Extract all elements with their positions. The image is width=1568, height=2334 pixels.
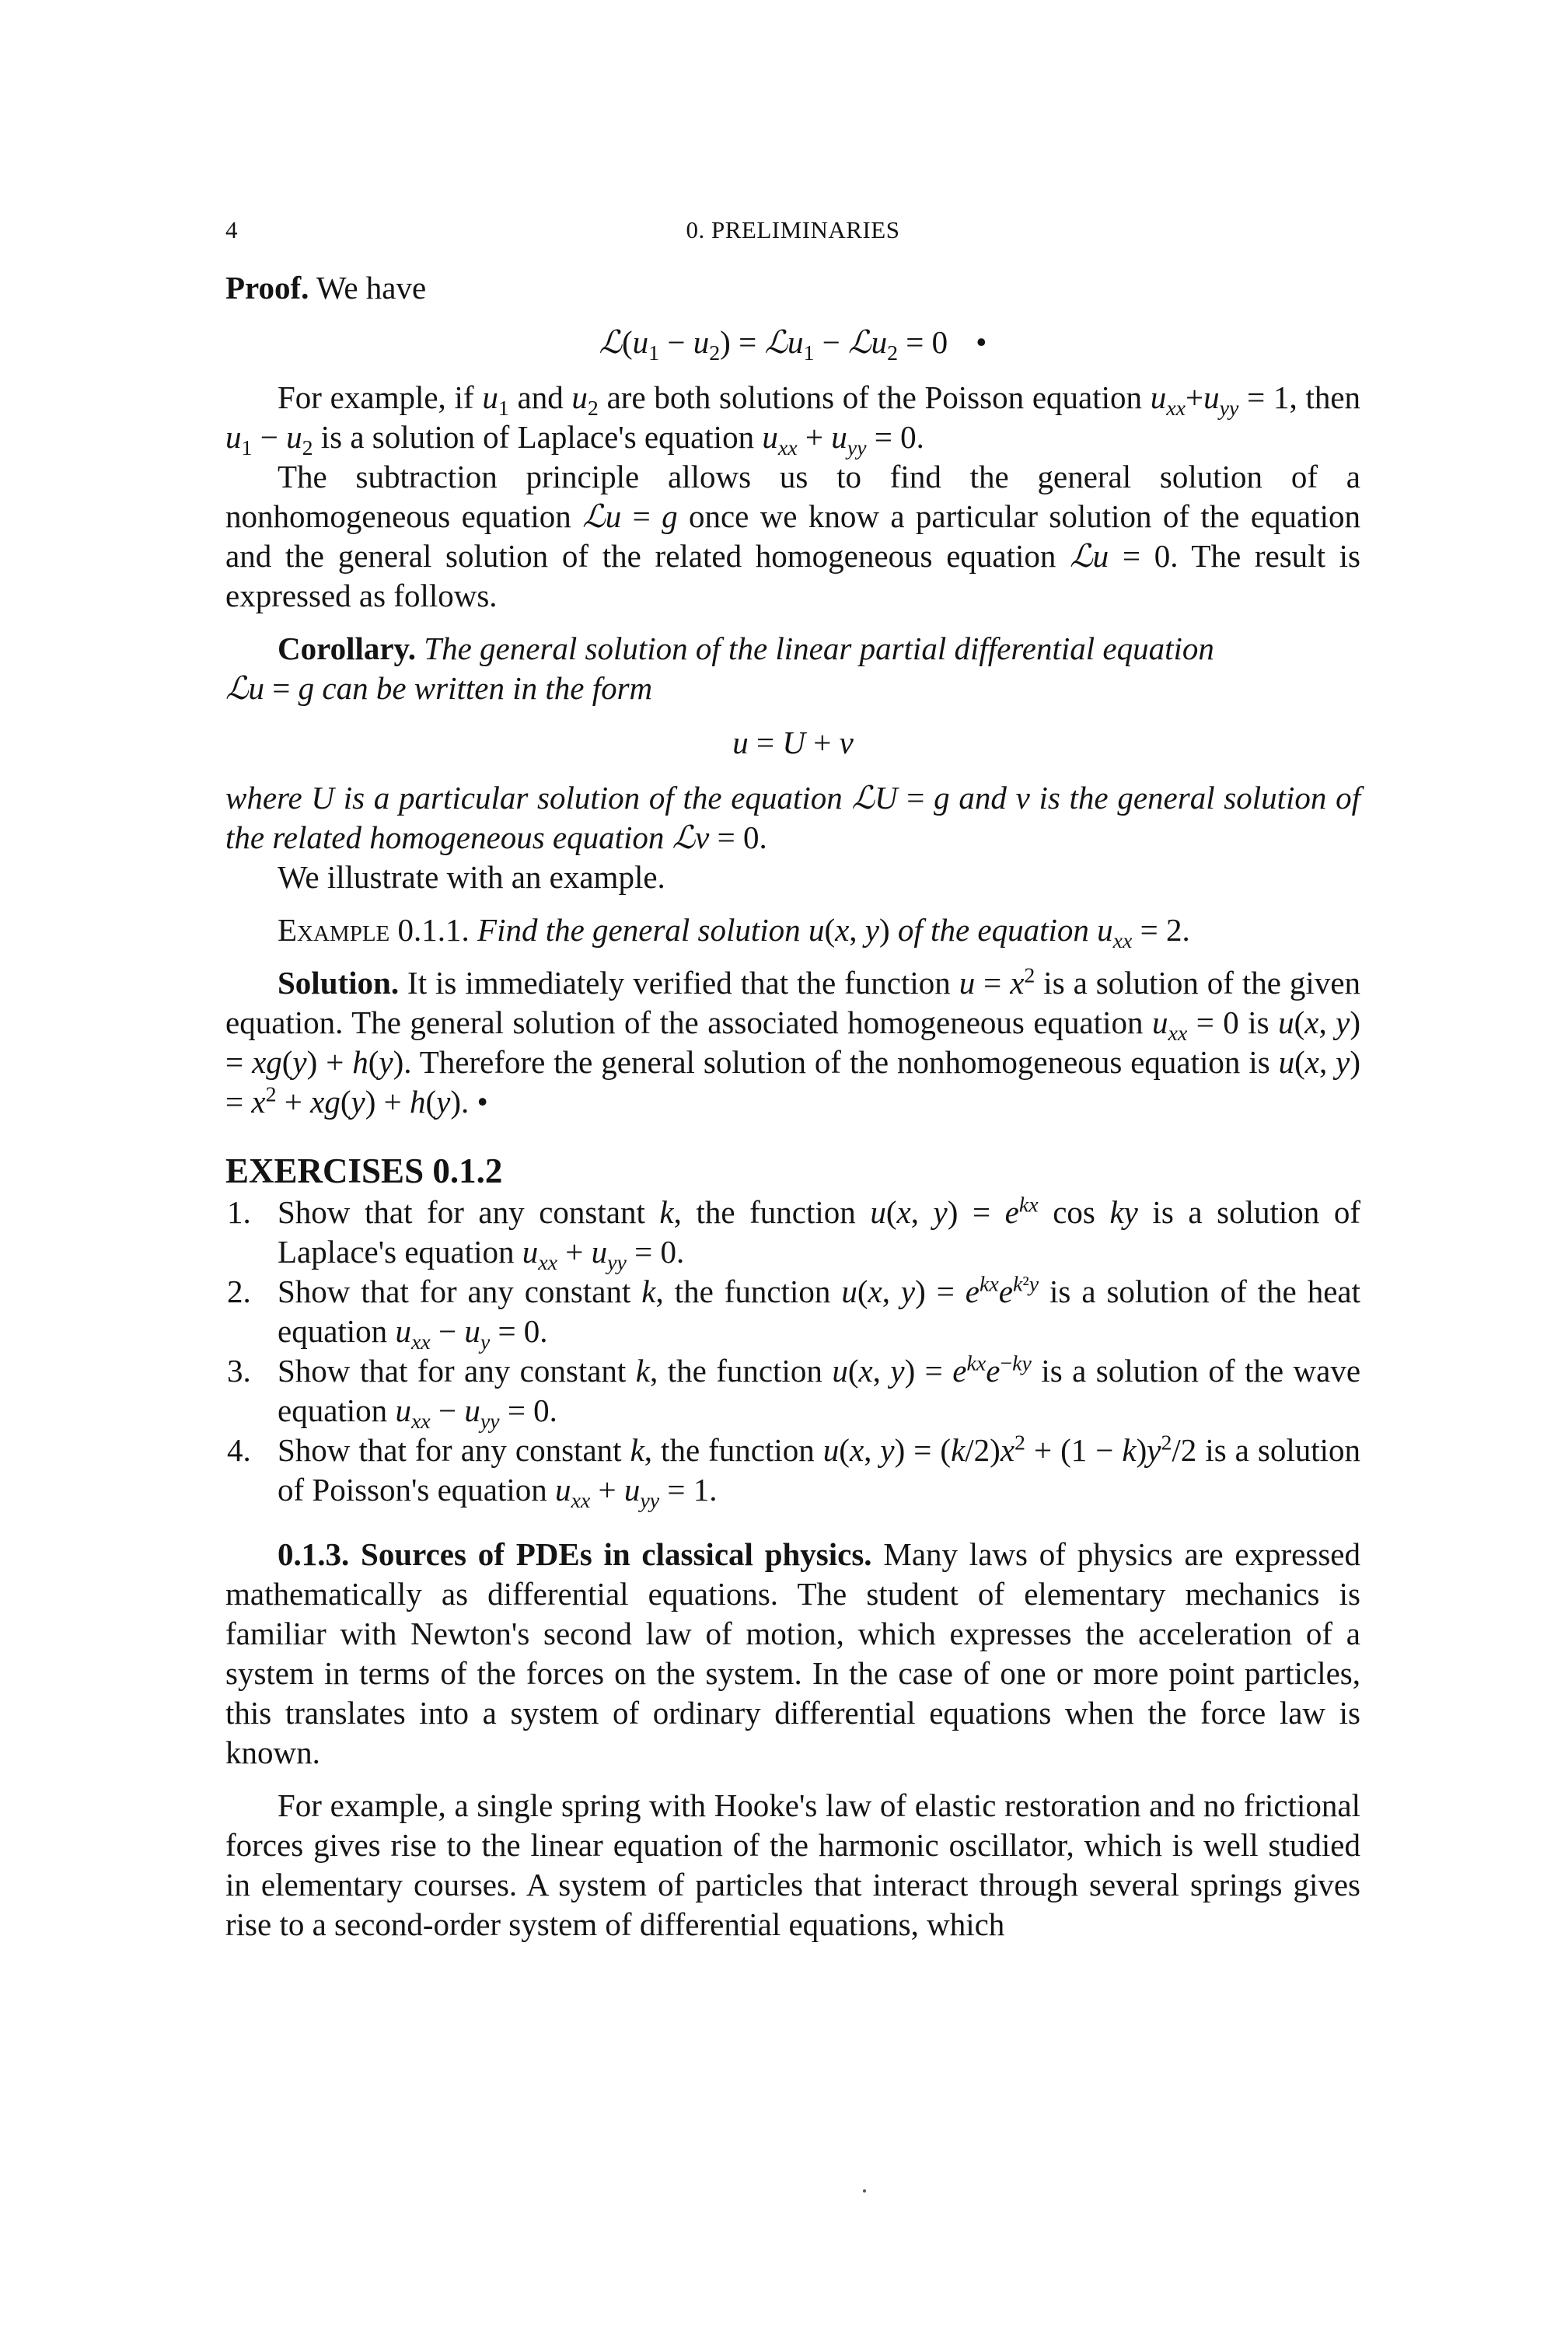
proof-text: We have xyxy=(316,270,427,306)
exercise-item: 4. Show that for any constant k, the function u(x, $y) = (k/2)x^2 + (1 - k)y^2/2$ is a solution of Poisson's equation $u_{xx} + u_{yy} = 1$. xyxy=(227,1431,1361,1514)
proof-paragraph xyxy=(225,268,1360,308)
subtraction-paragraph: The subtraction principle allows us to find the general solution of a nonhomogeneous equation ℒu = g once we know a particular solution of the equation and the general solution of the related homogeneous equation ℒu = 0. The result is expressed as follows. xyxy=(225,459,1361,613)
section-013: 0.1.3. Sources of PDEs in classical physics. Many laws of physics are expressed mathematically as differential equations. The student of elementary mechanics is familiar with Newton's second law of motion, which expresses the acceleration of a system in terms of the forces on the system. In the case of one or more point particles, this translates into a system of ordinary differential equations when the force law is known. xyxy=(225,1536,1360,1770)
proof-label: Proof. xyxy=(225,270,309,306)
last-paragraph: For example, a single spring with Hooke's law of elastic restoration and no frictional forces gives rise to the linear equation of the harmonic oscillator, which is well studied in elementary courses. A system of particles that interact through several springs gives rise to a second-order system of differential equations, which xyxy=(225,1787,1360,1942)
solution-label: Solution. xyxy=(278,965,400,1001)
page-number: 4 xyxy=(225,216,238,243)
exercise-list xyxy=(225,1193,1361,1514)
example-011: Example 0.1.1. Find the general solution u(x, y) of the equation $u_{xx} = 2$. xyxy=(278,912,1190,954)
corollary-label: Corollary. xyxy=(278,631,417,666)
exercises-heading: EXERCISES 0.1.2 xyxy=(225,1151,503,1190)
running-head: 0. PRELIMINARIES xyxy=(686,216,900,243)
corollary-continuation: where U is a particular solution of the equation ℒU = g and v is the general solution of the related homogeneous equation ℒv = 0. xyxy=(225,779,1361,856)
stray-mark xyxy=(863,2189,866,2192)
exercise-item: 1. Show that for any constant k, the function u(x, $y) = e^{kx}$ cos ky is a solution of Laplace's equation $u_{xx} + u_{yy} = 0$. xyxy=(227,1193,1360,1276)
exercise-item: 3. Show that for any constant k, the function u(x, $y) = e^{kx}e^{-ky}$ is a solution of the wave equation $u_{xx} - u_{yy} = 0$. xyxy=(227,1351,1361,1434)
exercise-item: 2. Show that for any constant k, the function u(x, $y) = e^{kx}e^{k^2y}$ is a solution of the heat equation $u_{xx} - u_y = 0$. xyxy=(227,1272,1360,1355)
page-body xyxy=(225,268,1360,1944)
section-title: 0.1.3. Sources of PDEs in classical physics. xyxy=(278,1536,872,1572)
corollary-paragraph: Corollary. The general solution of the linear partial differential equation ℒu = g can be written in the form xyxy=(225,631,1214,707)
illustrate-line: We illustrate with an example. xyxy=(278,859,665,895)
solution-paragraph: Solution. It is immediately verified that the function $u = x^2$ is a solution of the given equation. The general solution of the associated homogeneous equation $u_{xx} = 0$ is u(x, y) = xg(y) + h(y). Therefore the general solution of the nonhomogeneous equation is u(x, $y) = x^2 + xg(y) + h(y)$. • xyxy=(225,963,1361,1120)
page-header xyxy=(225,210,1360,249)
corollary-equation: u = U + v xyxy=(732,725,854,760)
example-paragraph: For example, if $u_1$ and $u_2$ are both solutions of the Poisson equation $u_{xx}+u_{yy} = 1$, then $u_1 - u_2$ is a solution of Laplace's equation $u_{xx} + u_{yy} = 0$. xyxy=(225,379,1361,461)
proof-equation: $ℒ(u_1 - u_2)$ = ℒu$_1$ − ℒu$_2$ = 0 • xyxy=(599,323,987,366)
